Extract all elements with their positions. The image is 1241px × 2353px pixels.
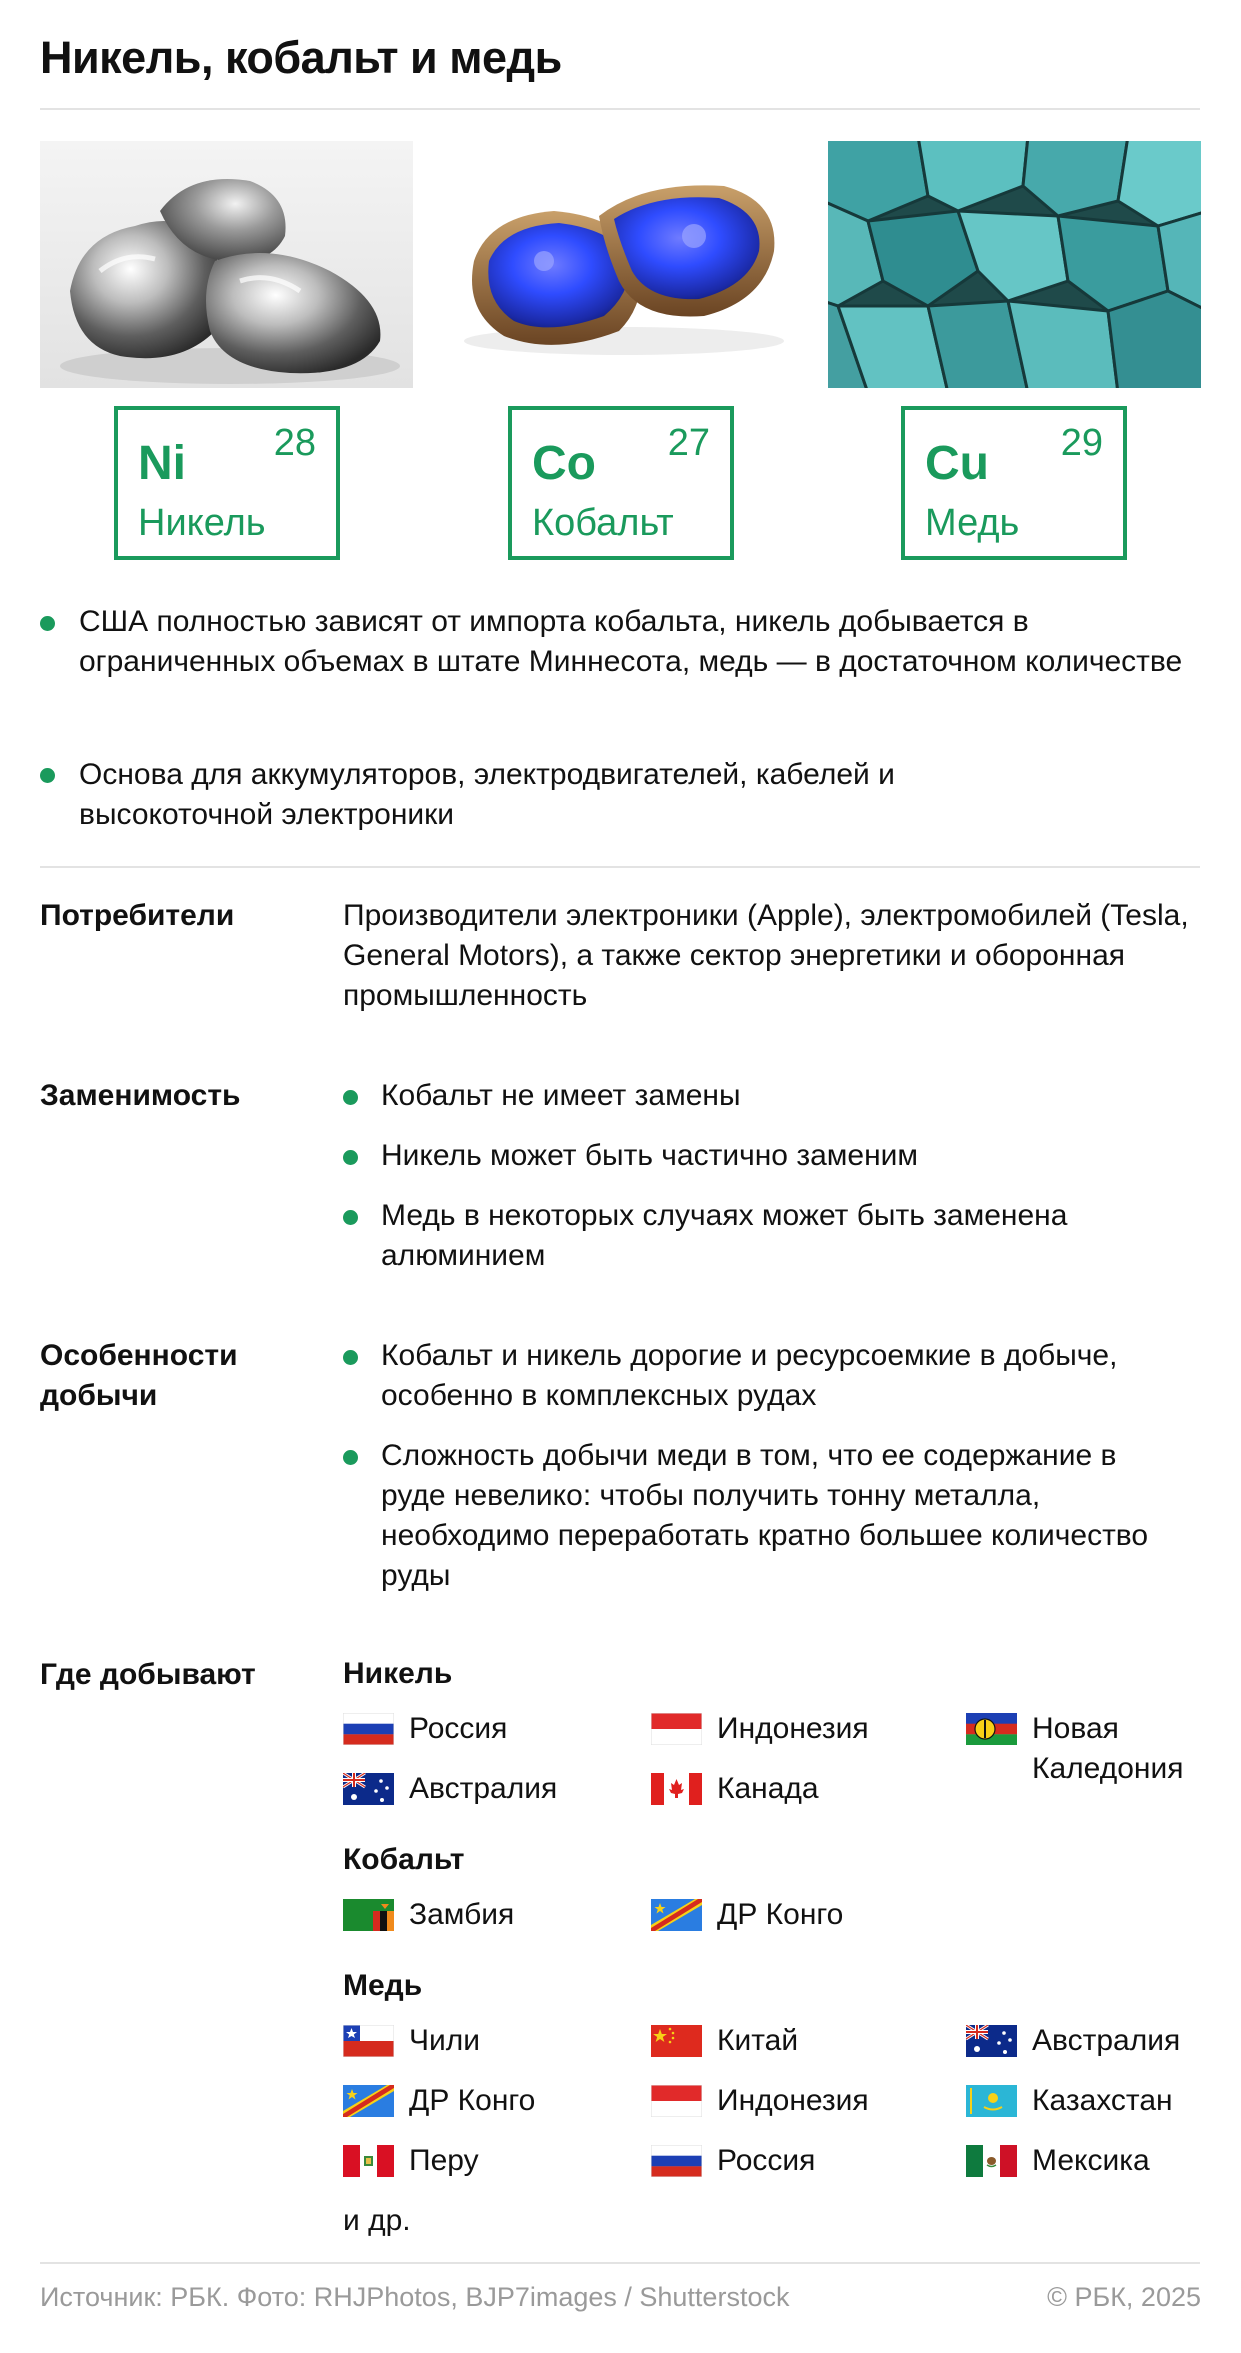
country-item xyxy=(343,2141,479,2181)
consumers-text: Производители электроники (Apple), электромобилей (Tesla, General Motors), а также сектор энергетики и оборонная промышленность xyxy=(343,899,1189,1012)
substitutability-label: Заменимость xyxy=(40,1079,241,1112)
country-item xyxy=(651,2021,798,2061)
country-name: Канада xyxy=(717,1772,819,1805)
bullet-dot xyxy=(343,1350,358,1365)
substitutability-item: Никель может быть частично заменим xyxy=(381,1139,919,1172)
kazakhstan-flag-icon xyxy=(966,2085,1017,2117)
mexico-flag-icon xyxy=(966,2145,1017,2177)
country-name: Индонезия xyxy=(717,2084,869,2117)
element-symbol: Ni xyxy=(138,437,186,490)
australia-flag-icon xyxy=(966,2025,1017,2057)
country-item xyxy=(651,2081,869,2121)
country-item xyxy=(343,2081,535,2121)
country-name: Индонезия xyxy=(717,1712,869,1745)
country-item xyxy=(343,1769,557,1809)
copper-ore-photo xyxy=(828,141,1201,388)
cobalt-ore-photo xyxy=(434,141,807,388)
country-item xyxy=(651,1895,843,1935)
country-name: ДР Конго xyxy=(717,1898,844,1931)
country-name: Перу xyxy=(409,2144,479,2177)
copper-group-title: Медь xyxy=(343,1969,423,2002)
nickel-nugget-photo xyxy=(40,141,413,388)
page-title: Никель, кобальт и медь xyxy=(40,32,562,83)
country-item xyxy=(343,1895,514,1935)
element-name: Медь xyxy=(925,502,1020,544)
cobalt-group-title: Кобальт xyxy=(343,1843,465,1876)
mining-features-label: Особенности добычи xyxy=(40,1339,238,1412)
new-caledonia-flag-icon xyxy=(966,1713,1017,1745)
source-credit: Источник: РБК. Фото: RHJPhotos, BJP7images / Shutterstock xyxy=(40,2282,790,2312)
peru-flag-icon xyxy=(343,2145,394,2177)
canada-flag-icon xyxy=(651,1773,702,1805)
country-name: Россия xyxy=(717,2144,816,2177)
country-item xyxy=(651,1769,819,1809)
element-card-ni xyxy=(114,406,340,560)
country-item xyxy=(343,1709,507,1749)
country-name: Китай xyxy=(717,2024,799,2057)
substitutability-item: Медь в некоторых случаях может быть заменена алюминием xyxy=(381,1199,1068,1272)
country-item xyxy=(651,1709,869,1749)
bullet-dot xyxy=(343,1090,358,1105)
russia-flag-icon xyxy=(651,2145,702,2177)
intro-bullet: США полностью зависят от импорта кобальта, никель добывается в ограниченных объемах в штате Миннесота, медь — в достаточном количестве xyxy=(79,605,1183,678)
mining-features-item: Кобальт и никель дорогие и ресурсоемкие в добыче, особенно в комплексных рудах xyxy=(381,1339,1118,1412)
footer-divider xyxy=(40,2262,1200,2264)
country-name: Австралия xyxy=(1032,2024,1181,2057)
country-item xyxy=(966,2081,1173,2121)
title-divider xyxy=(40,108,1200,110)
country-name: ДР Конго xyxy=(409,2084,536,2117)
element-name: Никель xyxy=(138,502,266,544)
country-name: Замбия xyxy=(409,1898,515,1931)
copyright: © РБК, 2025 xyxy=(1047,2282,1201,2312)
etc-note: и др. xyxy=(343,2204,411,2237)
country-name: Чили xyxy=(409,2024,481,2057)
atomic-number: 28 xyxy=(273,422,316,464)
russia-flag-icon xyxy=(343,1713,394,1745)
element-card-cu xyxy=(901,406,1127,560)
atomic-number: 29 xyxy=(1060,422,1103,464)
china-flag-icon xyxy=(651,2025,702,2057)
country-name: Россия xyxy=(409,1712,508,1745)
country-name: Мексика xyxy=(1032,2144,1150,2177)
indonesia-flag-icon xyxy=(651,2085,702,2117)
substitutability-item: Кобальт не имеет замены xyxy=(381,1079,741,1112)
country-item xyxy=(966,1709,1206,1789)
bullet-dot xyxy=(40,616,55,631)
atomic-number: 27 xyxy=(667,422,710,464)
element-name: Кобальт xyxy=(532,502,674,544)
country-item xyxy=(651,2141,815,2181)
mining-features-item: Сложность добычи меди в том, что ее содержание в руде невелико: чтобы получить тонну металла, необходимо переработать кратно большее количество руды xyxy=(381,1439,1149,1592)
country-name: Казахстан xyxy=(1032,2084,1173,2117)
intro-bullet: Основа для аккумуляторов, электродвигателей, кабелей и высокоточной электроники xyxy=(79,758,895,831)
element-symbol: Co xyxy=(532,437,596,490)
bullet-dot xyxy=(343,1150,358,1165)
zambia-flag-icon xyxy=(343,1899,394,1931)
element-card-co xyxy=(508,406,734,560)
bullet-dot xyxy=(343,1210,358,1225)
country-name: Австралия xyxy=(409,1772,558,1805)
country-item xyxy=(966,2141,1150,2181)
australia-flag-icon xyxy=(343,1773,394,1805)
country-item xyxy=(343,2021,480,2061)
section-divider xyxy=(40,866,1200,868)
consumers-label: Потребители xyxy=(40,899,235,932)
indonesia-flag-icon xyxy=(651,1713,702,1745)
where-mined-label: Где добывают xyxy=(40,1658,256,1691)
chile-flag-icon xyxy=(343,2025,394,2057)
dr-congo-flag-icon xyxy=(343,2085,394,2117)
country-item xyxy=(966,2021,1180,2061)
dr-congo-flag-icon xyxy=(651,1899,702,1931)
country-name: Новая Каледония xyxy=(1032,1712,1184,1785)
bullet-dot xyxy=(40,768,55,783)
element-symbol: Cu xyxy=(925,437,989,490)
bullet-dot xyxy=(343,1450,358,1465)
nickel-group-title: Никель xyxy=(343,1657,453,1690)
